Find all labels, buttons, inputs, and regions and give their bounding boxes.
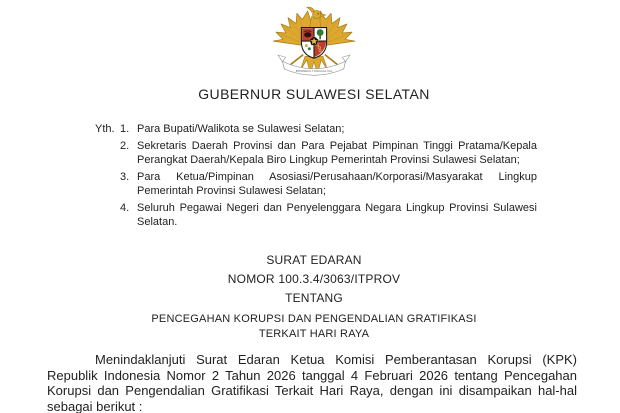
recipient-item [120,139,537,167]
document-subject [8,312,620,342]
document-heading [8,251,620,308]
doc-type-title: SURAT EDARAN [266,253,362,267]
recipient-text: Para Ketua/Pimpinan Asosiasi/Perusahaan/Korporasi/Masyarakat Lingkup Pemerintah Provinsi Sulawesi Selatan; [137,171,537,197]
recipient-number: 1. [120,123,130,135]
recipient-text: Para Bupati/Walikota se Sulawesi Selatan; [137,123,345,135]
body-paragraph: Menindaklanjuti Surat Edaran Ketua Komisi Pemberantasan Korupsi (KPK) Republik Indonesia Nomor 2 Tahun 2026 tanggal 4 Februari 2026 tentang Pencegahan Korupsi dan Pengendalian Gratifikasi Terkait Hari Raya, dengan ini disampaikan hal-hal sebagai berikut : [47,352,577,413]
recipients-label: Yth. [95,123,115,135]
shield-icon [301,28,326,59]
subject-line-2: TERKAIT HARI RAYA [258,328,370,340]
recipient-text: Sekretaris Daerah Provinsi dan Para Pejabat Pimpinan Tinggi Pratama/Kepala Perangkat Daerah/Kepala Biro Lingkup Pemerintah Provinsi Sulawesi Selatan; [137,140,537,166]
recipient-item [120,122,537,136]
doc-number: NOMOR 100.3.4/3063/ITPROV [227,272,401,286]
garuda-pancasila-emblem [269,4,359,80]
motto-text: BHINNEKA TUNGGAL IKA [295,68,333,73]
eye [317,13,318,14]
recipients-list [120,122,537,229]
recipient-item [120,201,537,229]
letterhead-title: GUBERNUR SULAWESI SELATAN [198,86,430,102]
recipient-number: 2. [120,140,130,152]
doc-about-label: TENTANG [285,291,343,305]
recipients-block [95,122,537,229]
garuda-pancasila-icon [269,4,359,80]
subject-line-1: PENCEGAHAN KORUPSI DAN PENGENDALIAN GRATIFIKASI [151,313,477,325]
recipient-number: 3. [120,171,130,183]
recipient-text: Seluruh Pegawai Negeri dan Penyelenggara Negara Lingkup Provinsi Sulawesi Selatan. [137,202,537,228]
recipient-number: 4. [120,202,130,214]
head [313,10,321,18]
recipient-item [120,170,537,198]
